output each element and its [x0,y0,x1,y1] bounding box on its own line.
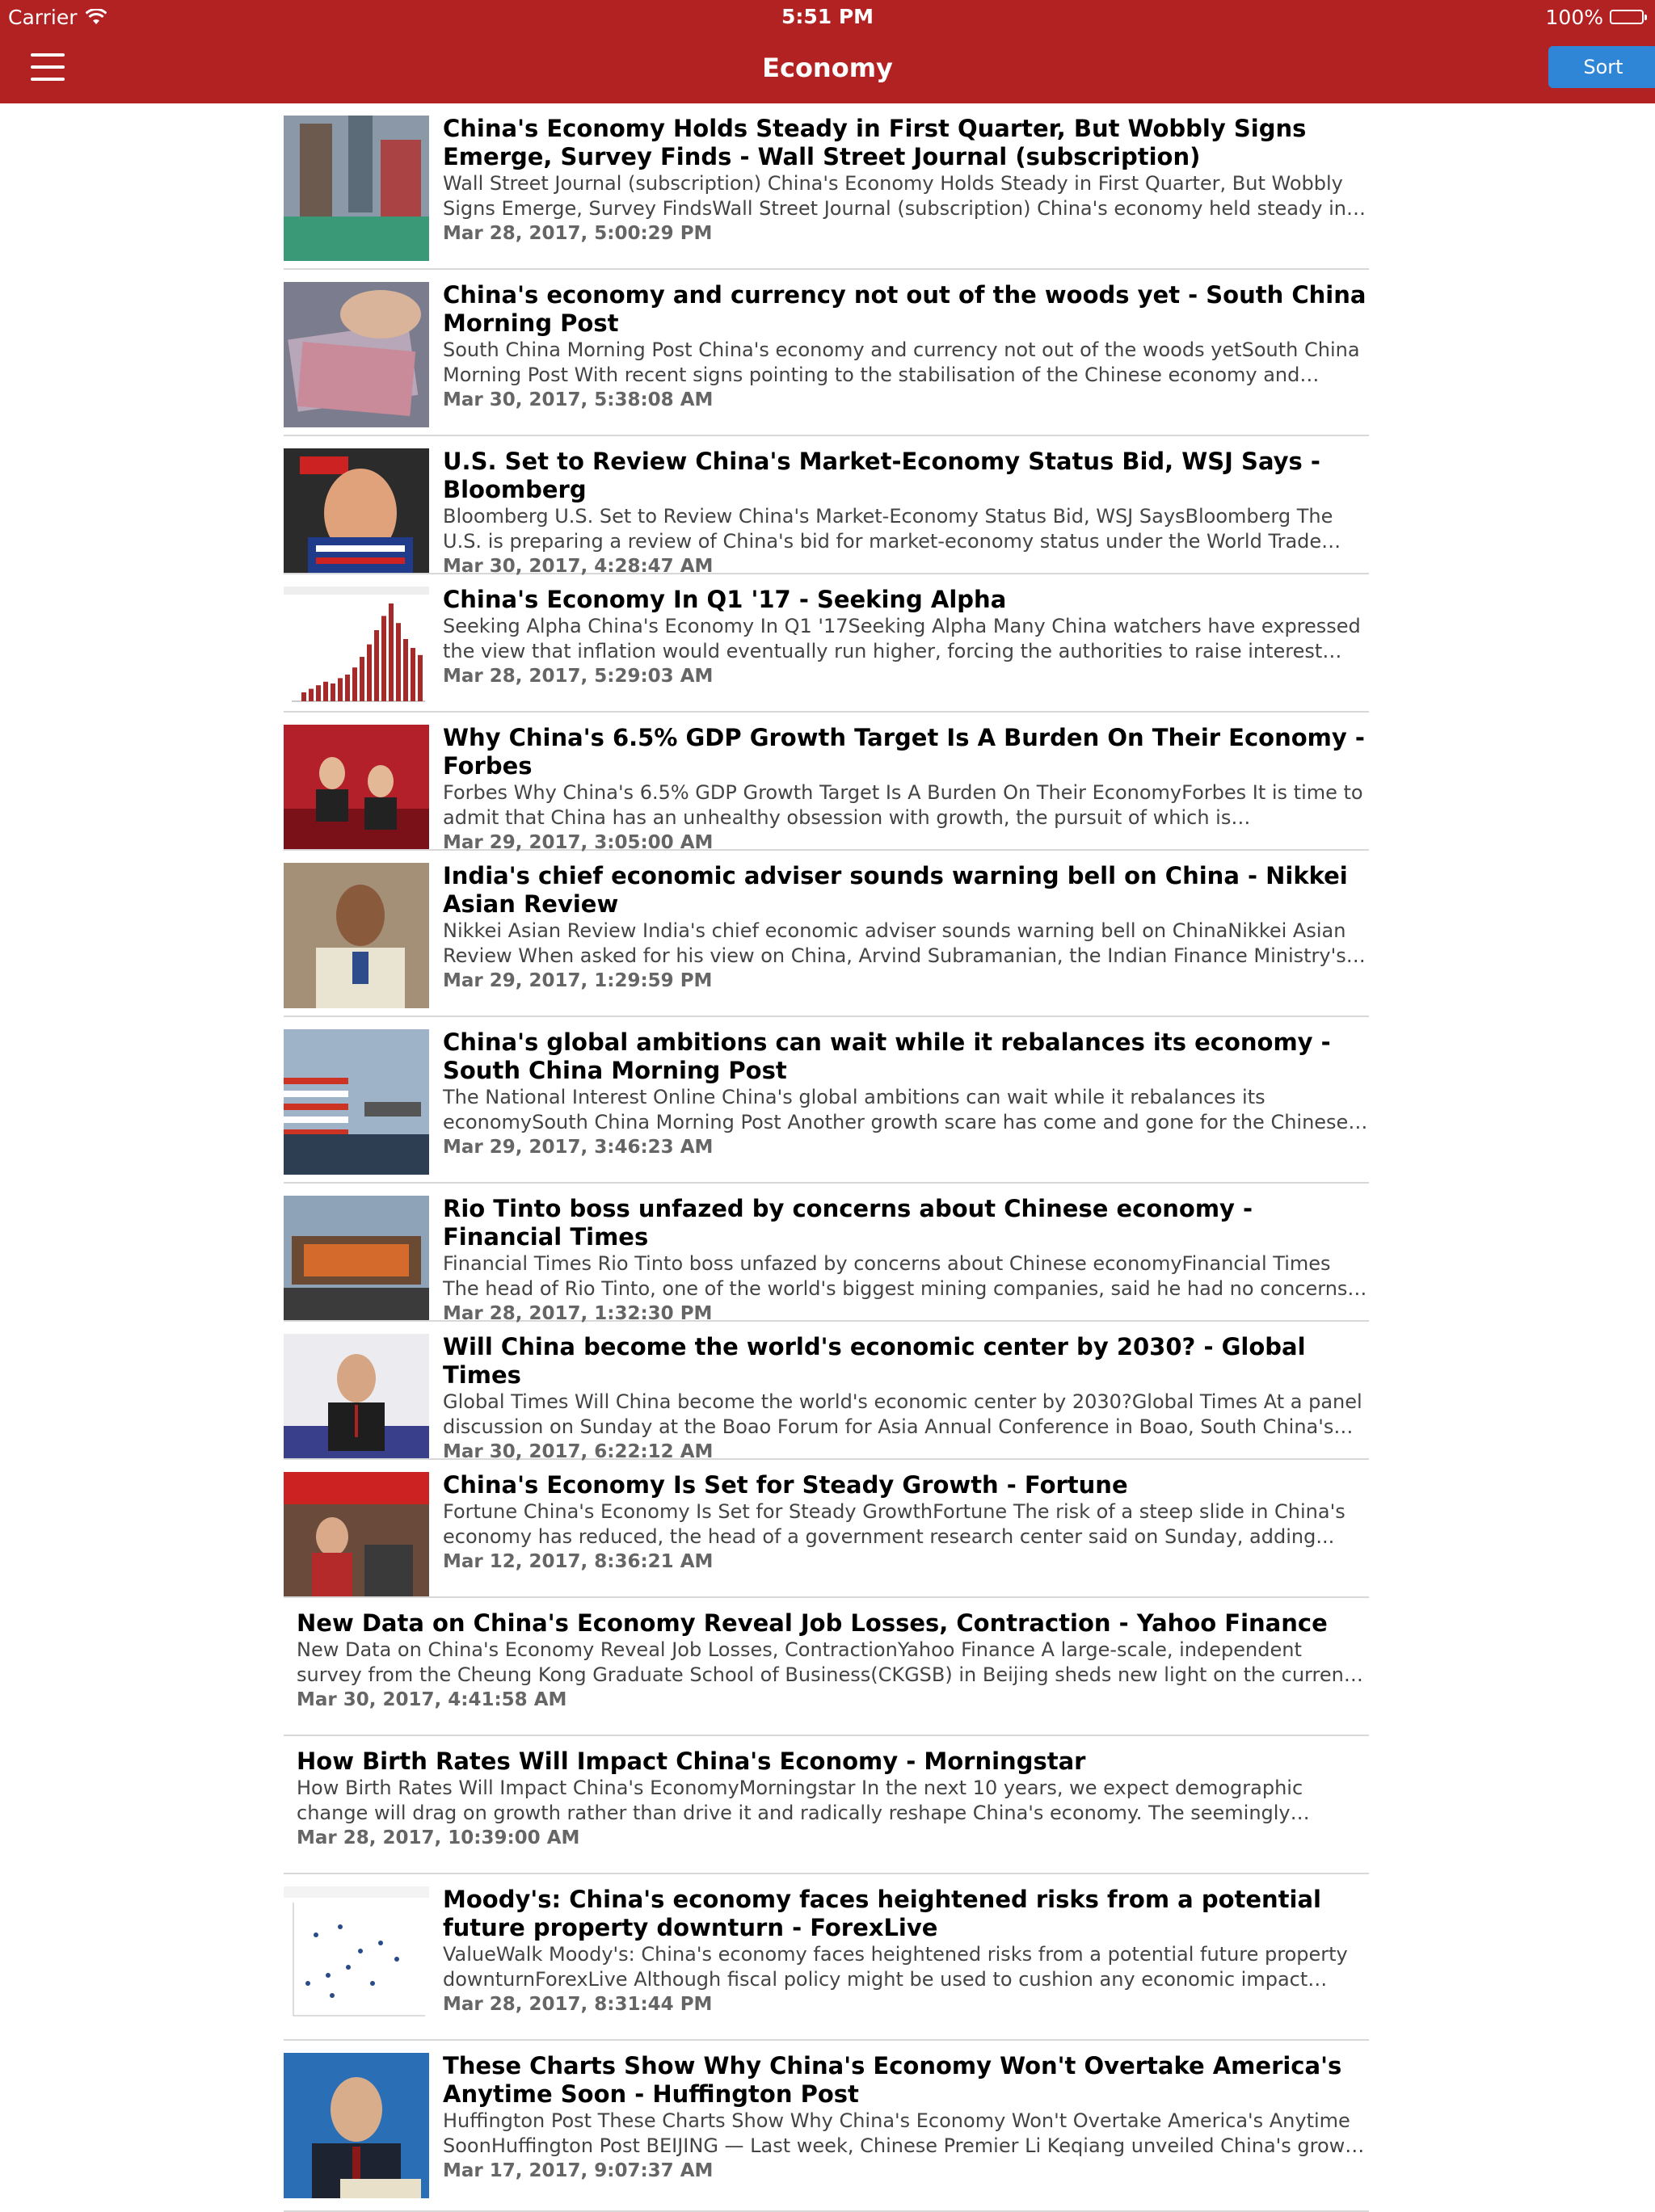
article-title: Will China become the world's economic center by 2030? - Global Times [443,1333,1306,1389]
article-title: New Data on China's Economy Reveal Job Losses, Contraction - Yahoo Finance [297,1609,1328,1637]
article-description: South China Morning Post China's economy and currency not out of the woods yetSouth China Morning Post With recent signs pointing to the stabilisation of the Chinese economy and [443,339,1360,386]
article-row[interactable] [284,436,1369,577]
article-title: Moody's: China's economy faces heightened risks from a potential future property downturn - ForexLive [443,1886,1321,1941]
article-thumbnail [284,448,429,573]
article-description: How Birth Rates Will Impact China's EconomyMorningstar In the next 10 years, we expect demographic change will drag on growth rather than drive it and radically reshape China's economy. The seemingly [297,1777,1303,1824]
article-thumbnail [284,1029,429,1175]
article-thumbnail [284,863,429,1008]
article-title: China's economy and currency not out of the woods yet - South China Morning Post [443,281,1367,337]
carrier-label: Carrier [8,5,78,29]
article-text [297,1609,1369,1713]
battery-icon [1610,10,1644,24]
article-row[interactable] [284,1460,1369,1598]
article-row[interactable] [284,574,1369,713]
article-title: U.S. Set to Review China's Market-Economy Status Bid, WSJ Says - Bloomberg [443,448,1320,503]
article-thumbnail [284,2053,429,2198]
article-date: Mar 30, 2017, 4:41:58 AM [297,1689,567,1710]
article-text [443,724,1369,856]
article-row[interactable] [284,1184,1369,1322]
app-header [0,0,1655,103]
article-description: Bloomberg U.S. Set to Review China's Market-Economy Status Bid, WSJ SaysBloomberg The U.S. is preparing a review of China's bid for market-economy status under the World Trade [443,505,1333,553]
article-row[interactable] [284,1017,1369,1184]
article-thumbnail [284,116,429,261]
article-title: China's Economy Holds Steady in First Quarter, But Wobbly Signs Emerge, Survey Finds - Wall Street Journal (subscription) [443,115,1307,170]
article-title: India's chief economic adviser sounds warning bell on China - Nikkei Asian Review [443,862,1348,918]
status-bar-right [1546,5,1644,29]
article-thumbnail [284,587,429,711]
article-text [443,1333,1369,1465]
article-row[interactable] [284,851,1369,1017]
article-title: Why China's 6.5% GDP Growth Target Is A Burden On Their Economy - Forbes [443,724,1365,780]
wifi-icon [86,9,107,25]
article-title: Rio Tinto boss unfazed by concerns about Chinese economy - Financial Times [443,1195,1253,1251]
article-text [443,1471,1369,1575]
article-title: China's Economy Is Set for Steady Growth - Fortune [443,1471,1128,1499]
article-text [443,1886,1369,2017]
article-list [284,103,1369,2212]
article-date: Mar 28, 2017, 5:00:29 PM [443,223,713,244]
article-description: Financial Times Rio Tinto boss unfazed by concerns about Chinese economyFinancial Times The head of Rio Tinto, one of the world's biggest mining companies, said he had no concerns [443,1252,1348,1300]
article-row[interactable] [284,270,1369,436]
article-text [443,1028,1369,1160]
article-thumbnail [284,725,429,849]
battery-percent: 100% [1545,5,1603,29]
article-thumbnail [284,1196,429,1320]
article-description: Nikkei Asian Review India's chief economic adviser sounds warning bell on ChinaNikkei Asian Review When asked for his view on China, Arvind Subramanian, the Indian Finance Ministry's [443,919,1346,967]
article-description: Huffington Post These Charts Show Why China's Economy Won't Overtake America's Anytime SoonHuffington Post BEIJING — Last week, Chinese Premier Li Keqiang unveiled China's growth [443,2109,1365,2157]
article-description: Seeking Alpha China's Economy In Q1 '17Seeking Alpha Many China watchers have expressed the view that inflation would eventually run higher, forcing the authorities to raise interest [443,615,1361,662]
article-description: Forbes Why China's 6.5% GDP Growth Target Is A Burden On Their EconomyForbes It is time to admit that China has an unhealthy obsession with growth, the pursuit of which is [443,781,1363,829]
article-description: Fortune China's Economy Is Set for Steady GrowthFortune The risk of a steep slide in China's economy has reduced, the head of a government research center said on Sunday, adding... [443,1500,1345,1548]
article-row[interactable] [284,2041,1369,2212]
article-description: Wall Street Journal (subscription) China's Economy Holds Steady in First Quarter, But Wobbly Signs Emerge, Survey FindsWall Street Journal (subscription) China's economy held steady in [443,172,1346,220]
article-row[interactable] [284,713,1369,851]
article-date: Mar 29, 2017, 1:29:59 PM [443,970,713,991]
article-thumbnail [284,1472,429,1596]
page-title: Economy [762,53,893,83]
article-text [443,115,1369,246]
article-description: Global Times Will China become the world's economic center by 2030?Global Times At a panel discussion on Sunday at the Boao Forum for Asia Annual Conference in Boao, South China's [443,1390,1362,1438]
article-text [443,2052,1369,2184]
article-text [443,862,1369,994]
article-title: These Charts Show Why China's Economy Won't Overtake America's Anytime Soon - Huffington Post [443,2052,1342,2108]
status-bar-time: 5:51 PM [781,5,874,28]
article-date: Mar 29, 2017, 3:46:23 AM [443,1137,714,1158]
article-title: China's Economy In Q1 '17 - Seeking Alpha [443,586,1007,613]
article-thumbnail [284,1886,429,2032]
article-description: The National Interest Online China's global ambitions can wait while it rebalances its economySouth China Morning Post Another growth scare has come and gone for the Chinese [443,1086,1349,1133]
article-date: Mar 28, 2017, 1:32:30 PM [443,1303,713,1324]
article-date: Mar 30, 2017, 6:22:12 AM [443,1441,714,1462]
article-description: New Data on China's Economy Reveal Job Losses, ContractionYahoo Finance A large-scale, independent survey from the Cheung Kong Graduate School of Business(CKGSB) in Beijing sheds new light on the current [297,1638,1352,1686]
article-text [443,586,1369,689]
article-date: Mar 12, 2017, 8:36:21 AM [443,1551,714,1572]
article-thumbnail [284,282,429,427]
article-date: Mar 28, 2017, 8:31:44 PM [443,1994,713,2015]
article-row[interactable] [284,103,1369,270]
article-date: Mar 30, 2017, 5:38:08 AM [443,389,714,410]
article-description: ValueWalk Moody's: China's economy faces heightened risks from a potential future property downturnForexLive Although fiscal policy might be used to cushion any economic impact [443,1943,1348,1991]
article-text [443,448,1369,579]
article-date: Mar 29, 2017, 3:05:00 AM [443,832,714,853]
article-thumbnail [284,1334,429,1458]
article-text [443,281,1369,413]
article-date: Mar 28, 2017, 10:39:00 AM [297,1827,580,1848]
article-date: Mar 30, 2017, 4:28:47 AM [443,556,714,577]
status-bar-left [8,5,107,29]
article-title: How Birth Rates Will Impact China's Economy - Morningstar [297,1747,1086,1775]
sort-button[interactable]: Sort [1548,46,1655,88]
article-date: Mar 28, 2017, 5:29:03 AM [443,666,714,687]
article-row[interactable] [284,1598,1369,1736]
article-title: China's global ambitions can wait while it rebalances its economy - South China Morning Post [443,1028,1331,1084]
hamburger-menu-icon[interactable] [31,53,65,81]
article-row[interactable] [284,1322,1369,1460]
article-row[interactable] [284,1874,1369,2041]
article-row[interactable] [284,1736,1369,1874]
article-date: Mar 17, 2017, 9:07:37 AM [443,2160,714,2181]
article-text [297,1747,1369,1851]
article-text [443,1195,1369,1327]
